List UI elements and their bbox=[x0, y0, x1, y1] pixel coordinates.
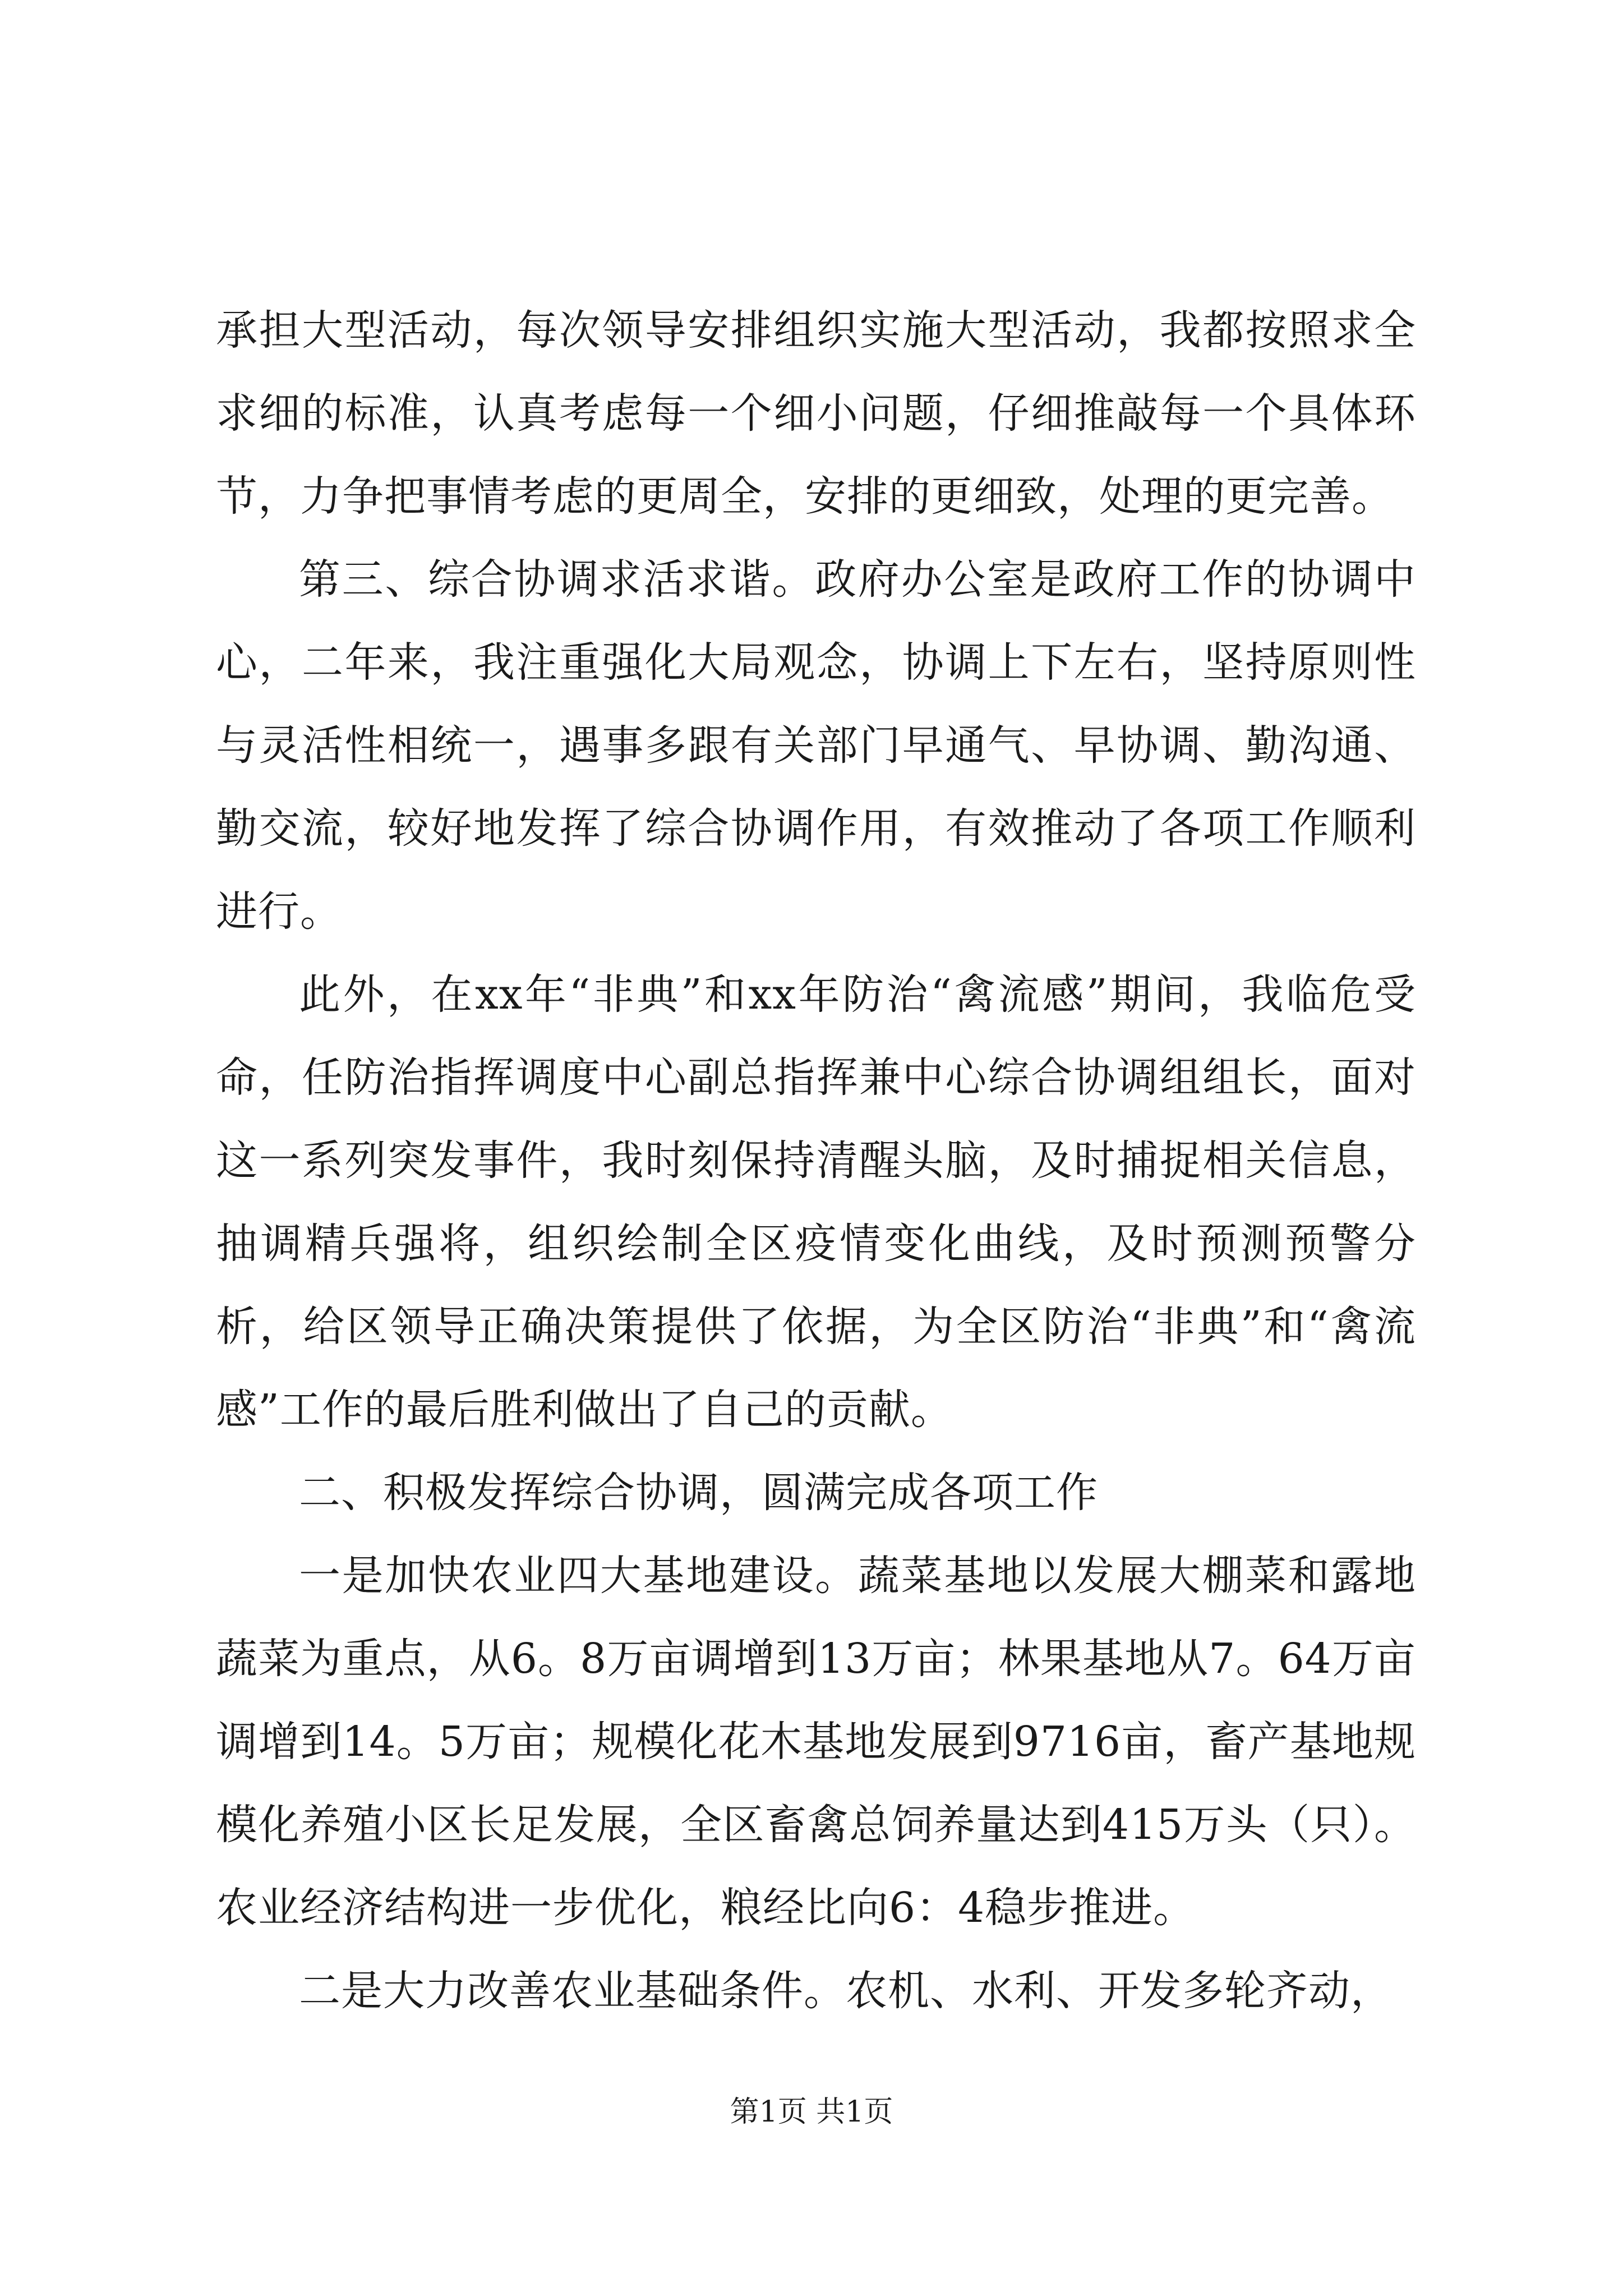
paragraph-2: 第三、综合协调求活求谐。政府办公室是政府工作的协调中心，二年来，我注重强化大局观念，协调上下左右，坚持原则性与灵活性相统一，遇事多跟有关部门早通气、早协调、勤沟通、勤交流，较好地发挥了综合协调作用，有效推动了各项工作顺利进行。 bbox=[216, 555, 1416, 936]
document-body bbox=[216, 289, 1416, 2032]
paragraph-4: 一是加快农业四大基地建设。蔬菜基地以发展大棚菜和露地蔬菜为重点，从6。8万亩调增到13万亩；林果基地从7。64万亩调增到14。5万亩；规模化花木基地发展到9716亩，畜产基地规模化养殖小区长足发展，全区畜禽总饲养量达到415万头（只）。农业经济结构进一步优化，粮经比向6：4稳步推进。 bbox=[216, 1552, 1416, 1932]
page-footer: 第1页 共1页 bbox=[730, 2095, 893, 2129]
section-heading: 二、积极发挥综合协调，圆满完成各项工作 bbox=[299, 1469, 1098, 1517]
paragraph-1: 承担大型活动，每次领导安排组织实施大型活动，我都按照求全求细的标准，认真考虑每一个细小问题，仔细推敲每一个具体环节，力争把事情考虑的更周全，安排的更细致，处理的更完善。 bbox=[216, 306, 1416, 521]
paragraph-5: 二是大力改善农业基础条件。农机、水利、开发多轮齐动， bbox=[299, 1967, 1393, 2015]
paragraph-3: 此外，在xx年“非典”和xx年防治“禽流感”期间，我临危受命，任防治指挥调度中心副总指挥兼中心综合协调组组长，面对这一系列突发事件，我时刻保持清醒头脑，及时捕捉相关信息，抽调精兵强将，组织绘制全区疫情变化曲线，及时预测预警分析，给区领导正确决策提供了依据，为全区防治“非典”和“禽流感”工作的最后胜利做出了自己的贡献。 bbox=[216, 970, 1416, 1434]
